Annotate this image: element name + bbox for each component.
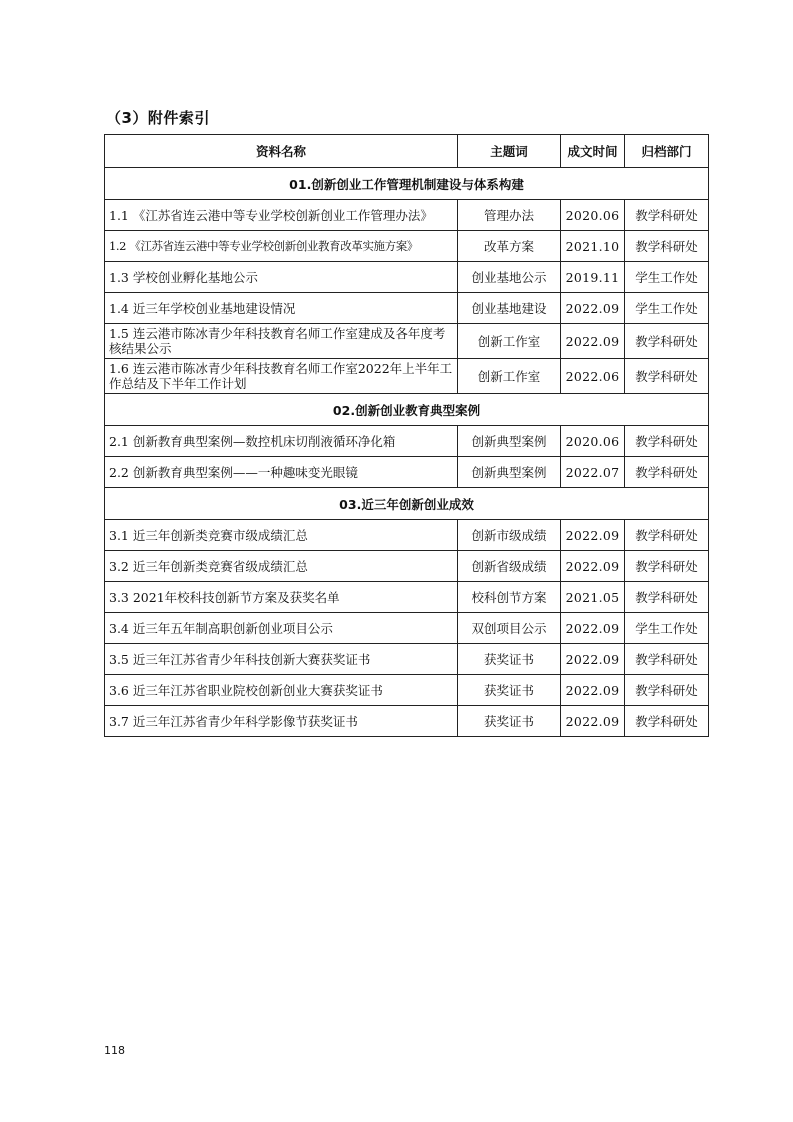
header-department: 归档部门 <box>625 135 709 168</box>
section-heading: （3）附件索引 <box>106 109 210 127</box>
keyword-cell: 创业基地建设 <box>458 293 561 324</box>
document-name: 3.5 近三年江苏省青少年科技创新大赛获奖证书 <box>105 644 458 675</box>
date-cell: 2022.06 <box>561 359 625 394</box>
keyword-cell: 创新省级成绩 <box>458 551 561 582</box>
keyword-cell: 创新市级成绩 <box>458 520 561 551</box>
document-name: 1.6 连云港市陈冰青少年科技教育名师工作室2022年上半年工作总结及下半年工作计划 <box>105 359 458 394</box>
date-cell: 2021.05 <box>561 582 625 613</box>
table-row <box>105 359 709 394</box>
keyword-cell: 获奖证书 <box>458 706 561 737</box>
group-title: 01.创新创业工作管理机制建设与体系构建 <box>105 168 709 200</box>
table-header-row <box>105 135 709 168</box>
table-row <box>105 582 709 613</box>
date-cell: 2022.09 <box>561 520 625 551</box>
date-cell: 2022.07 <box>561 457 625 488</box>
date-cell: 2019.11 <box>561 262 625 293</box>
header-date: 成文时间 <box>561 135 625 168</box>
table-row <box>105 520 709 551</box>
table-row <box>105 262 709 293</box>
table-row <box>105 706 709 737</box>
keyword-cell: 获奖证书 <box>458 644 561 675</box>
document-name: 1.1 《江苏省连云港中等专业学校创新创业工作管理办法》 <box>105 200 458 231</box>
date-cell: 2022.09 <box>561 706 625 737</box>
group-row <box>105 168 709 200</box>
table-row <box>105 675 709 706</box>
group-row <box>105 394 709 426</box>
document-name: 1.2 《江苏省连云港中等专业学校创新创业教育改革实施方案》 <box>105 231 458 262</box>
keyword-cell: 改革方案 <box>458 231 561 262</box>
table-row <box>105 293 709 324</box>
document-name: 3.7 近三年江苏省青少年科学影像节获奖证书 <box>105 706 458 737</box>
department-cell: 教学科研处 <box>625 520 709 551</box>
department-cell: 学生工作处 <box>625 262 709 293</box>
header-document-name: 资料名称 <box>105 135 458 168</box>
date-cell: 2022.09 <box>561 324 625 359</box>
department-cell: 教学科研处 <box>625 359 709 394</box>
date-cell: 2022.09 <box>561 551 625 582</box>
date-cell: 2022.09 <box>561 293 625 324</box>
document-name: 3.1 近三年创新类竞赛市级成绩汇总 <box>105 520 458 551</box>
department-cell: 教学科研处 <box>625 582 709 613</box>
document-name: 3.3 2021年校科技创新节方案及获奖名单 <box>105 582 458 613</box>
table-row <box>105 551 709 582</box>
department-cell: 教学科研处 <box>625 457 709 488</box>
department-cell: 学生工作处 <box>625 293 709 324</box>
date-cell: 2022.09 <box>561 613 625 644</box>
table-row <box>105 644 709 675</box>
department-cell: 教学科研处 <box>625 675 709 706</box>
document-name: 1.5 连云港市陈冰青少年科技教育名师工作室建成及各年度考核结果公示 <box>105 324 458 359</box>
keyword-cell: 双创项目公示 <box>458 613 561 644</box>
keyword-cell: 获奖证书 <box>458 675 561 706</box>
date-cell: 2020.06 <box>561 200 625 231</box>
keyword-cell: 校科创节方案 <box>458 582 561 613</box>
attachment-index-table <box>104 134 709 737</box>
page-number: 118 <box>104 1044 125 1057</box>
document-name: 1.4 近三年学校创业基地建设情况 <box>105 293 458 324</box>
keyword-cell: 管理办法 <box>458 200 561 231</box>
document-name: 2.1 创新教育典型案例—数控机床切削液循环净化箱 <box>105 426 458 457</box>
document-name: 3.2 近三年创新类竞赛省级成绩汇总 <box>105 551 458 582</box>
date-cell: 2021.10 <box>561 231 625 262</box>
table-row <box>105 200 709 231</box>
table-row <box>105 613 709 644</box>
keyword-cell: 创业基地公示 <box>458 262 561 293</box>
department-cell: 教学科研处 <box>625 324 709 359</box>
document-name: 3.6 近三年江苏省职业院校创新创业大赛获奖证书 <box>105 675 458 706</box>
table-row <box>105 231 709 262</box>
keyword-cell: 创新工作室 <box>458 359 561 394</box>
date-cell: 2022.09 <box>561 675 625 706</box>
department-cell: 教学科研处 <box>625 551 709 582</box>
header-keyword: 主题词 <box>458 135 561 168</box>
table-row <box>105 457 709 488</box>
group-title: 02.创新创业教育典型案例 <box>105 394 709 426</box>
group-row <box>105 488 709 520</box>
department-cell: 教学科研处 <box>625 644 709 675</box>
department-cell: 教学科研处 <box>625 706 709 737</box>
keyword-cell: 创新典型案例 <box>458 457 561 488</box>
document-name: 1.3 学校创业孵化基地公示 <box>105 262 458 293</box>
document-name: 3.4 近三年五年制高职创新创业项目公示 <box>105 613 458 644</box>
group-title: 03.近三年创新创业成效 <box>105 488 709 520</box>
keyword-cell: 创新工作室 <box>458 324 561 359</box>
date-cell: 2020.06 <box>561 426 625 457</box>
department-cell: 教学科研处 <box>625 426 709 457</box>
document-name: 2.2 创新教育典型案例——一种趣味变光眼镜 <box>105 457 458 488</box>
table-row <box>105 324 709 359</box>
department-cell: 教学科研处 <box>625 231 709 262</box>
department-cell: 教学科研处 <box>625 200 709 231</box>
date-cell: 2022.09 <box>561 644 625 675</box>
table-row <box>105 426 709 457</box>
keyword-cell: 创新典型案例 <box>458 426 561 457</box>
department-cell: 学生工作处 <box>625 613 709 644</box>
